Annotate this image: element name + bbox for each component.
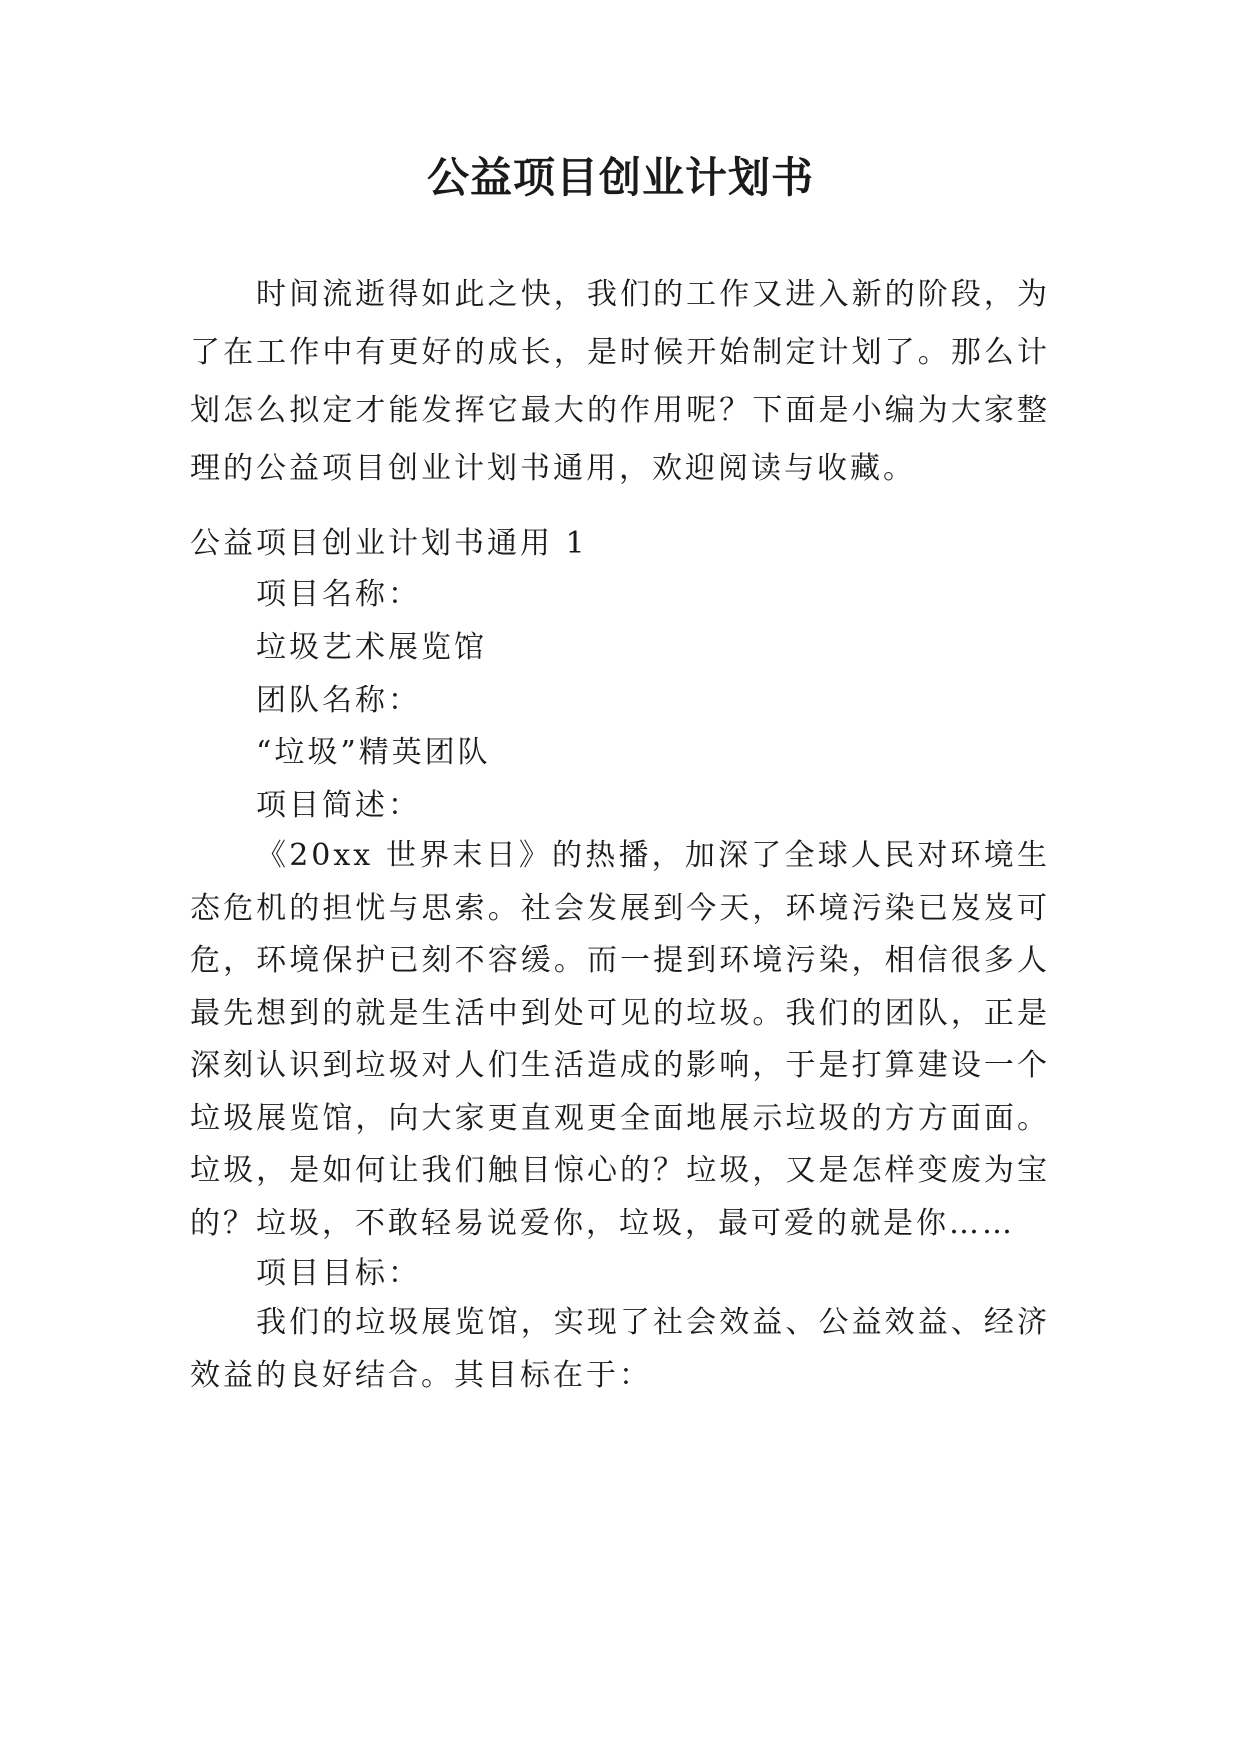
summary-paragraph: 《20xx 世界末日》的热播，加深了全球人民对环境生态危机的担忧与思索。社会发展到今天，环境污染已岌岌可危，环境保护已刻不容缓。而一提到环境污染，相信很多人最先想到的就是生活中到处可见的垃圾。我们的团队，正是深刻认识到垃圾对人们生活造成的影响，于是打算建设一个垃圾展览馆，向大家更直观更全面地展示垃圾的方方面面。垃圾，是如何让我们触目惊心的？垃圾，又是怎样变废为宝的？垃圾，不敢轻易说爱你，垃圾，最可爱的就是你…… (190, 838, 1050, 1241)
project-name-label: 项目名称： (256, 577, 421, 612)
team-name-label: 团队名称： (256, 683, 421, 718)
goal-paragraph: 我们的垃圾展览馆，实现了社会效益、公益效益、经济效益的良好结合。其目标在于： (190, 1305, 1050, 1393)
summary-label: 项目简述： (256, 788, 421, 823)
section-heading: 公益项目创业计划书通用 1 (190, 526, 588, 561)
team-name-value: “垃圾”精英团队 (256, 735, 491, 770)
project-name-value: 垃圾艺术展览馆 (256, 630, 487, 665)
goal-label: 项目目标： (256, 1256, 421, 1291)
intro-paragraph: 时间流逝得如此之快，我们的工作又进入新的阶段，为了在工作中有更好的成长，是时候开始制定计划了。那么计划怎么拟定才能发挥它最大的作用呢？下面是小编为大家整理的公益项目创业计划书通用，欢迎阅读与收藏。 (190, 277, 1050, 486)
document-title: 公益项目创业计划书 (426, 153, 814, 202)
